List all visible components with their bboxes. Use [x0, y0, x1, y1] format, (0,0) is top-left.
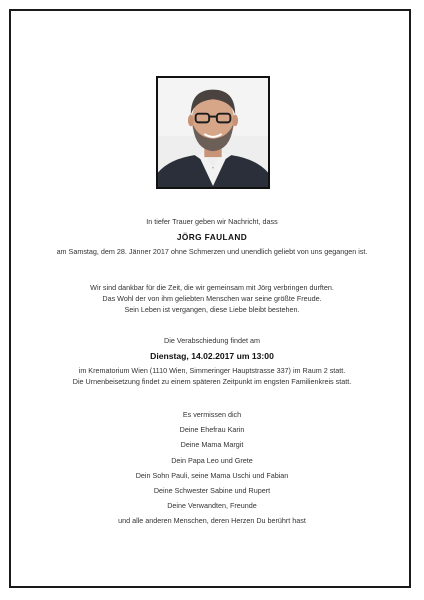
mourners-intro: Es vermissen dich: [182, 410, 242, 419]
location-line: Die Urnenbeisetzung findet zu einem späteren Zeitpunkt im engsten Familienkreis statt.: [72, 377, 352, 386]
intro-text: In tiefer Trauer geben wir Nachricht, dass: [146, 217, 278, 226]
mourner-line: Deine Mama Margit: [180, 440, 244, 450]
intro-section: [11, 216, 413, 257]
mourner-line: Deine Verwandten, Freunde: [167, 501, 257, 511]
mourner-line: Dein Papa Leo und Grete: [171, 455, 253, 465]
gratitude-line: Wir sind dankbar für die Zeit, die wir gemeinsam mit Jörg verbringen durften.: [90, 283, 334, 292]
gratitude-section: [11, 282, 413, 315]
death-date-text: am Samstag, dem 28. Jänner 2017 ohne Schmerzen und unendlich geliebt von uns gegangen ist.: [56, 247, 368, 256]
mourner-line: Deine Schwester Sabine und Rupert: [153, 486, 271, 496]
deceased-name: JÖRG FAULAND: [176, 232, 248, 242]
portrait-photo: [156, 76, 270, 189]
obituary-card: [9, 9, 411, 588]
gratitude-line: Sein Leben ist vergangen, diese Liebe bleibt bestehen.: [124, 305, 300, 314]
farewell-section: [11, 335, 413, 387]
mourner-line: und alle anderen Menschen, deren Herzen Du berührt hast: [118, 516, 306, 526]
mourner-line: Deine Ehefrau Karin: [179, 425, 245, 435]
gratitude-line: Das Wohl der von ihm geliebten Menschen war seine größte Freude.: [102, 294, 322, 303]
mourners-section: [11, 407, 413, 529]
location-line: im Krematorium Wien (1110 Wien, Simmeringer Hauptstrasse 337) im Raum 2 statt.: [78, 366, 346, 375]
farewell-intro: Die Verabschiedung findet am: [164, 336, 260, 345]
farewell-datetime: Dienstag, 14.02.2017 um 13:00: [150, 351, 274, 361]
mourner-line: Dein Sohn Pauli, seine Mama Uschi und Fabian: [135, 470, 289, 480]
